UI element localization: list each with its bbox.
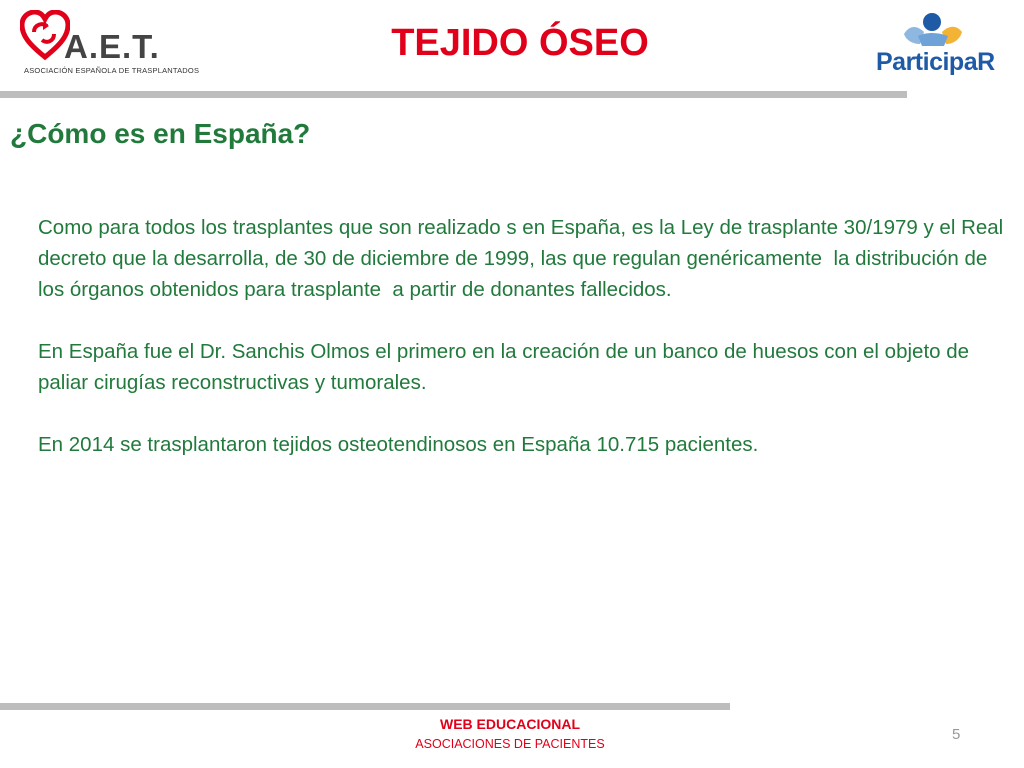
paragraph: En España fue el Dr. Sanchis Olmos el primero en la creación de un banco de huesos con el objeto de paliar cirugías reconstructivas y tumorales. [38, 340, 975, 394]
footer-subtitle: ASOCIACIONES DE PACIENTES [415, 737, 605, 751]
participar-logo [872, 12, 998, 80]
paragraph: Como para todos los trasplantes que son realizado s en España, es la Ley de trasplante 30/1979 y el Real decreto que la desarrolla, de 30 de diciembre de 1999, las que regulan genéricamente la distribución de los órganos obtenidos para trasplante a partir de donantes fallecidos. [38, 216, 1009, 301]
footer-title: WEB EDUCACIONAL [440, 716, 580, 732]
aet-logo-subtitle: ASOCIACIÓN ESPAÑOLA DE TRASPLANTADOS [24, 66, 200, 75]
aet-logo-text: A.E.T. [64, 28, 160, 65]
footer-divider [0, 703, 730, 710]
hands-logo-icon [898, 12, 968, 52]
page-title: TEJIDO ÓSEO [391, 22, 649, 64]
header-divider [0, 91, 907, 98]
body-text [38, 212, 1013, 491]
page-number: 5 [952, 726, 961, 743]
section-subtitle: ¿Cómo es en España? [10, 118, 311, 149]
participar-logo-text: ParticipaR [876, 48, 995, 76]
paragraph: En 2014 se trasplantaron tejidos osteotendinosos en España 10.715 pacientes. [38, 433, 759, 456]
